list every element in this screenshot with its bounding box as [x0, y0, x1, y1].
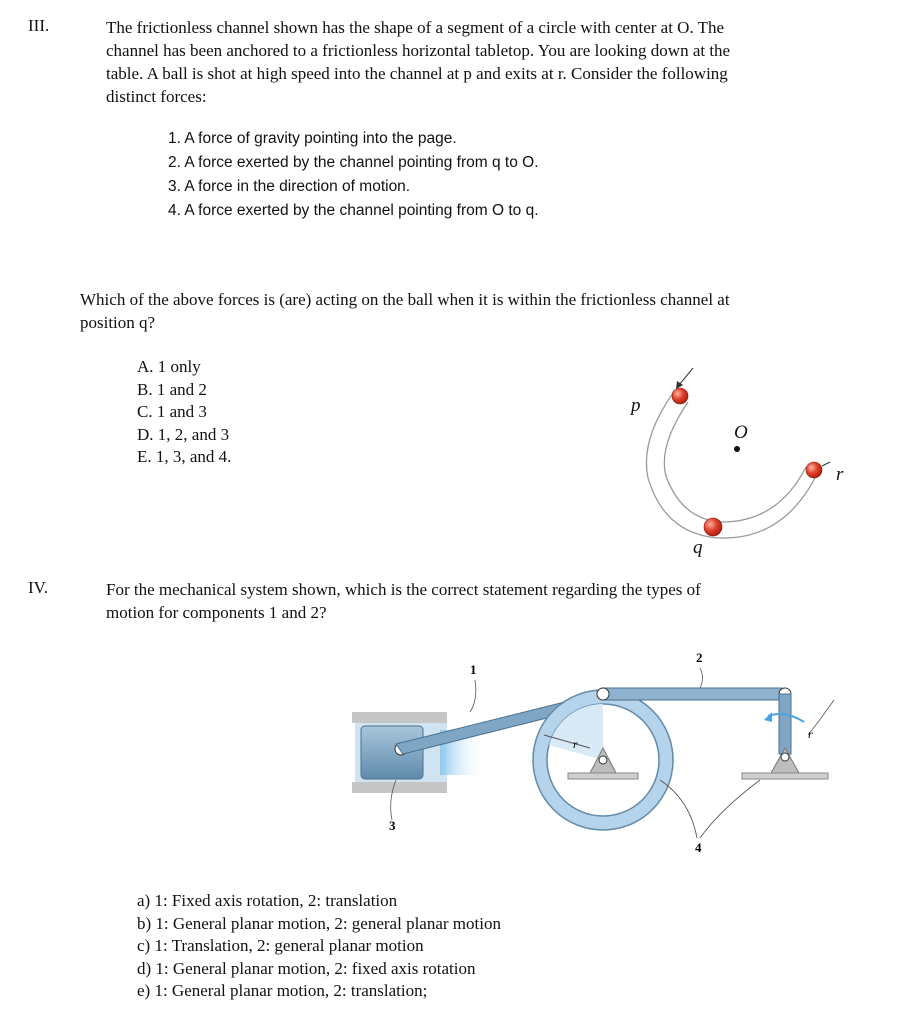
label-q: q	[693, 537, 703, 558]
channel-figure	[600, 355, 860, 570]
mechanism-figure	[340, 640, 860, 865]
option-a[interactable]: a) 1: Fixed axis rotation, 2: translation	[137, 891, 398, 910]
label-3: 3	[389, 818, 396, 833]
option-e[interactable]: e) 1: General planar motion, 2: translation;	[137, 981, 428, 1000]
label-4: 4	[695, 840, 702, 855]
stem-line: For the mechanical system shown, which is the correct statement regarding the types of	[106, 580, 701, 599]
option-d[interactable]: D. 1, 2, and 3	[137, 424, 230, 444]
question-4-stem	[106, 578, 701, 624]
forces-list	[168, 127, 539, 223]
incoming-arrow	[679, 368, 693, 385]
stem-line: table. A ball is shot at high speed into the channel at p and exits at r. Consider the following	[106, 64, 728, 83]
rotation-arrow-head-icon	[764, 712, 772, 722]
piston	[361, 726, 423, 779]
leader-4b	[700, 780, 760, 838]
ball-p	[672, 388, 688, 404]
force-item: 3. A force in the direction of motion.	[168, 178, 411, 195]
label-1: 1	[470, 662, 477, 677]
question-3-stem	[106, 16, 730, 108]
option-b[interactable]: B. 1 and 2	[137, 379, 207, 399]
label-O: O	[734, 422, 748, 443]
option-a[interactable]: A. 1 only	[137, 357, 201, 376]
force-item: 4. A force exerted by the channel pointing from O to q.	[168, 202, 539, 219]
label-r: r	[836, 464, 844, 485]
question-3-options	[137, 356, 231, 469]
option-c[interactable]: c) 1: Translation, 2: general planar motion	[137, 936, 424, 955]
question-3-number: III.	[28, 16, 50, 35]
question-3-prompt	[80, 288, 730, 334]
stem-line: The frictionless channel shown has the shape of a segment of a circle with center at O. The	[106, 18, 725, 37]
housing-bottom	[352, 782, 447, 793]
label-p: p	[631, 395, 641, 416]
outgoing-arrow	[822, 462, 830, 466]
prompt-line: position q?	[80, 313, 156, 332]
prompt-line: Which of the above forces is (are) acting on the ball when it is within the frictionless channel at	[80, 290, 730, 309]
center-base	[568, 773, 638, 779]
option-b[interactable]: b) 1: General planar motion, 2: general planar motion	[137, 913, 501, 933]
stem-line: distinct forces:	[106, 87, 207, 106]
channel-outer-wall	[646, 393, 818, 538]
option-c[interactable]: C. 1 and 3	[137, 402, 207, 421]
option-d[interactable]: d) 1: General planar motion, 2: fixed axis rotation	[137, 958, 476, 978]
channel-inner-wall	[664, 402, 806, 522]
ball-q	[704, 518, 722, 536]
leader-2	[700, 668, 703, 688]
force-item: 1. A force of gravity pointing into the page.	[168, 130, 457, 147]
right-base	[742, 773, 828, 779]
label-2: 2	[696, 650, 703, 665]
label-r-rocker: r	[808, 727, 813, 741]
link-2	[597, 688, 787, 700]
question-4-options	[137, 890, 501, 1003]
right-pin-icon	[781, 753, 789, 761]
ball-r	[806, 462, 822, 478]
joint-a-icon	[597, 688, 609, 700]
stem-line: motion for components 1 and 2?	[106, 603, 327, 622]
question-4-number: IV.	[28, 578, 48, 597]
label-r-ring: r	[573, 737, 578, 751]
stem-line: channel has been anchored to a frictionless horizontal tabletop. You are looking down at the	[106, 41, 731, 60]
center-pin-icon	[599, 756, 607, 764]
rocker-arm	[779, 694, 791, 754]
housing-top	[352, 712, 447, 723]
leader-1	[470, 680, 476, 712]
option-e[interactable]: E. 1, 3, and 4.	[137, 447, 232, 466]
center-point	[734, 446, 740, 452]
force-item: 2. A force exerted by the channel pointing from q to O.	[168, 154, 539, 171]
